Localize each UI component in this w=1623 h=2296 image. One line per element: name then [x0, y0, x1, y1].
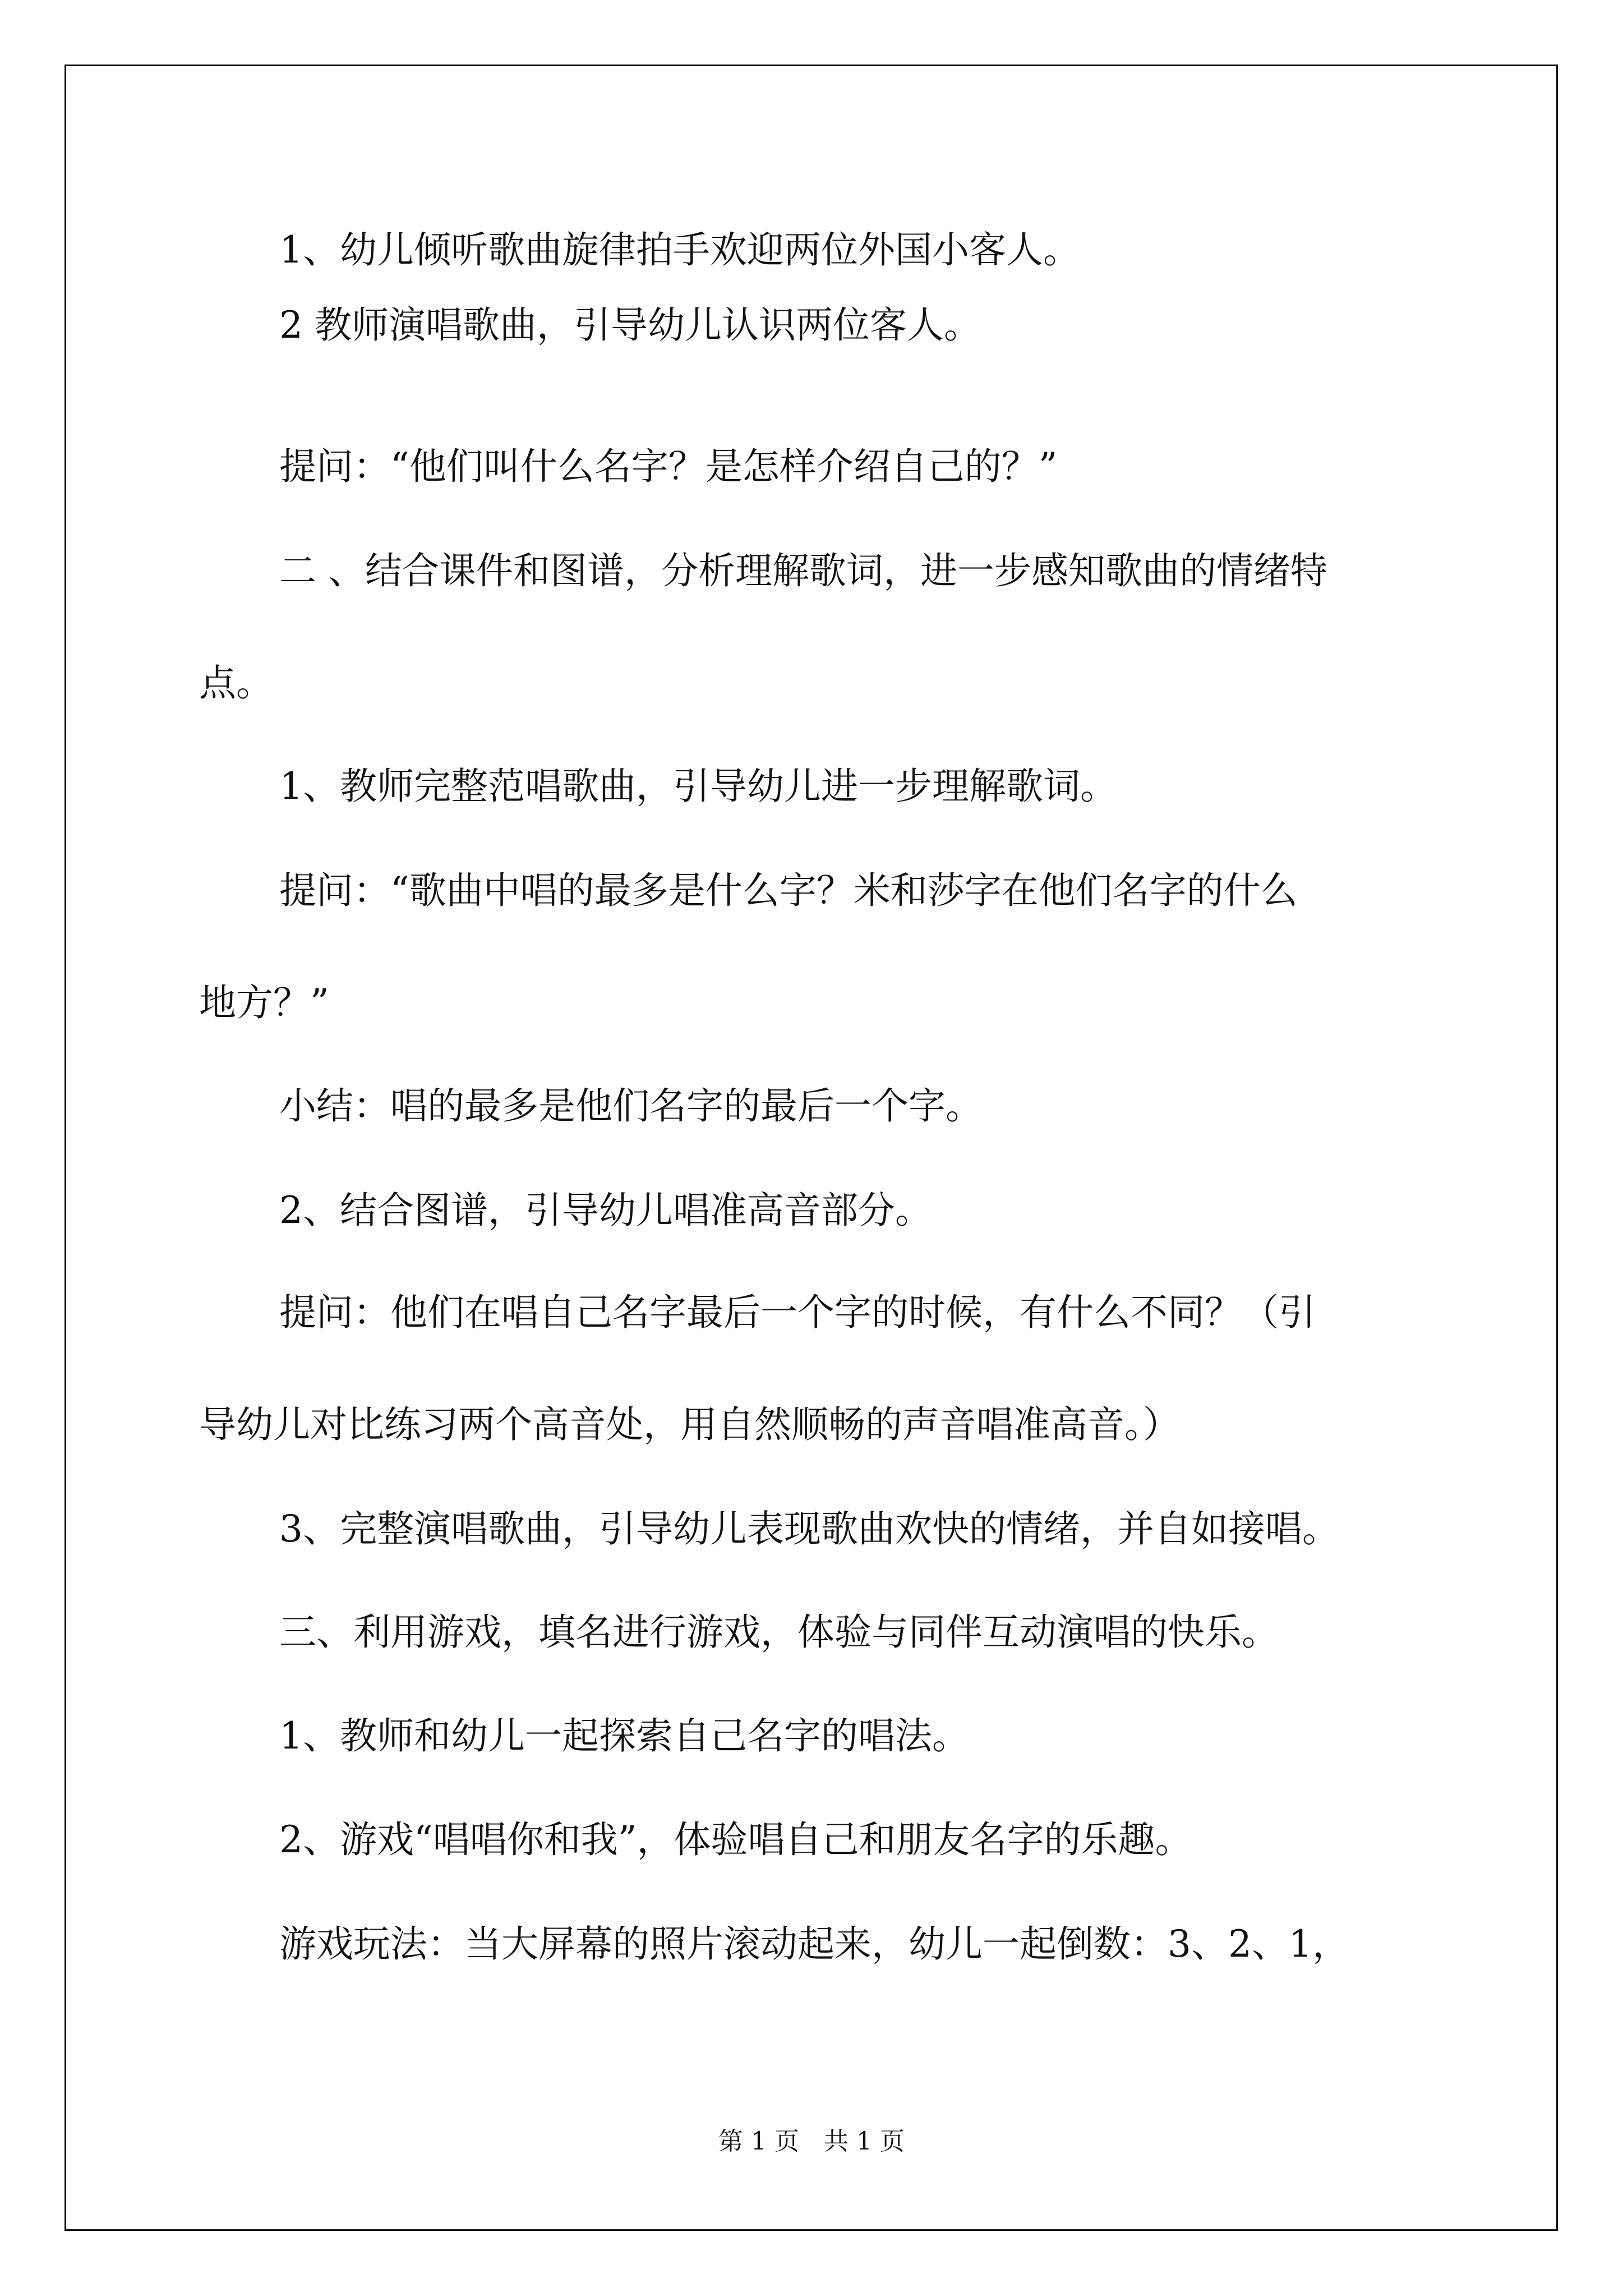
- paragraph-line: 提问：“歌曲中唱的最多是什么字？米和莎字在他们名字的什么: [279, 869, 1298, 912]
- paragraph-line: 1、教师和幼儿一起探索自己名字的唱法。: [279, 1714, 969, 1757]
- paragraph-line: 点。: [199, 661, 273, 705]
- paragraph-line: 二 、结合课件和图谱，分析理解歌词，进一步感知歌曲的情绪特: [279, 549, 1327, 592]
- page-number-footer: 第 1 页 共 1 页: [718, 2127, 905, 2156]
- paragraph-line: 提问：“他们叫什么名字？是怎样介绍自己的？”: [279, 445, 1058, 488]
- paragraph-line: 3、完整演唱歌曲，引导幼儿表现歌曲欢快的情绪，并自如接唱。: [279, 1507, 1339, 1550]
- paragraph-line: 游戏玩法：当大屏幕的照片滚动起来，幼儿一起倒数：3、2、1，: [279, 1922, 1349, 1966]
- paragraph-line: 2、结合图谱，引导幼儿唱准高音部分。: [279, 1189, 932, 1232]
- paragraph-line: 地方？”: [199, 981, 329, 1024]
- page-border: [64, 65, 1558, 2231]
- paragraph-line: 1、幼儿倾听歌曲旋律拍手欢迎两位外国小客人。: [279, 228, 1080, 272]
- paragraph-line: 小结：唱的最多是他们名字的最后一个字。: [279, 1084, 983, 1128]
- paragraph-line: 三、利用游戏，填名进行游戏，体验与同伴互动演唱的快乐。: [279, 1611, 1279, 1654]
- paragraph-line: 提问：他们在唱自己名字最后一个字的时候，有什么不同？（引: [279, 1291, 1316, 1334]
- paragraph-line: 2、游戏“唱唱你和我”，体验唱自己和朋友名字的乐趣。: [279, 1818, 1192, 1861]
- paragraph-line: 1、教师完整范唱歌曲，引导幼儿进一步理解歌词。: [279, 765, 1117, 808]
- paragraph-line: 导幼儿对比练习两个高音处，用自然顺畅的声音唱准高音。）: [199, 1403, 1180, 1446]
- paragraph-line: 2 教师演唱歌曲，引导幼儿认识两位客人。: [279, 303, 981, 347]
